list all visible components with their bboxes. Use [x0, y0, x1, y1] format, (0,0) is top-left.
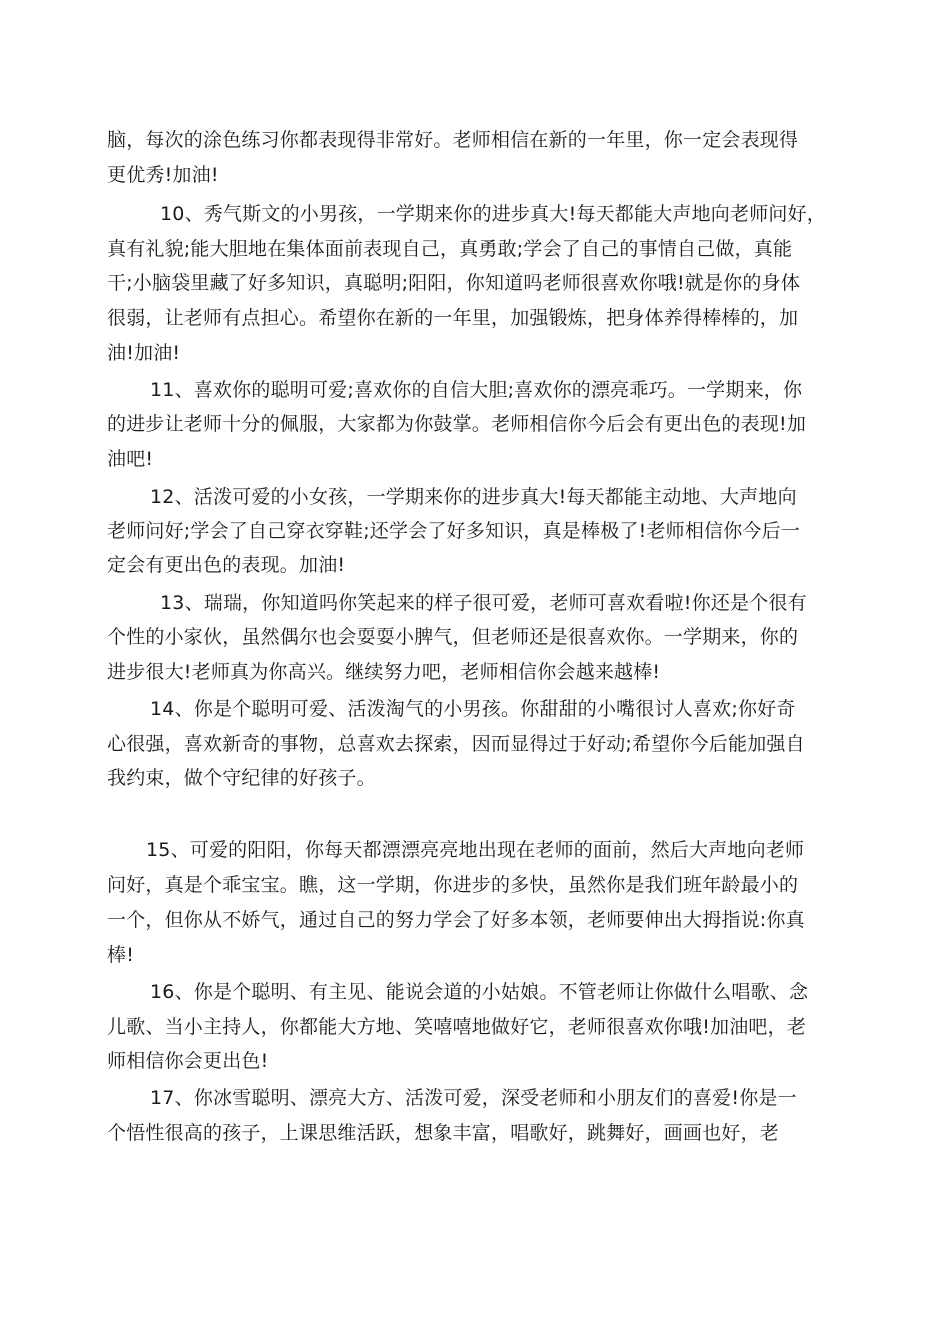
- paragraph-14-first-line: 14、你是个聪明可爱、活泼淘气的小男孩。你甜甜的小嘴很讨人喜欢;你好奇: [150, 698, 796, 720]
- paragraph-17-first-line: 17、你冰雪聪明、漂亮大方、活泼可爱，深受老师和小朋友们的喜爱!你是一: [150, 1087, 797, 1109]
- paragraph-15-first-line: 15、可爱的阳阳，你每天都漂漂亮亮地出现在老师的面前，然后大声地向老师: [146, 839, 805, 861]
- paragraph-10-first-line: 10、秀气斯文的小男孩，一学期来你的进步真大!每天都能大声地向老师问好，: [160, 203, 826, 225]
- text-line: 油!加油!: [107, 342, 181, 364]
- text-line: 个悟性很高的孩子，上课思维活跃，想象丰富，唱歌好，跳舞好，画画也好，老: [107, 1122, 780, 1144]
- text-line: 棒!: [107, 944, 135, 966]
- text-line: 问好，真是个乖宝宝。瞧，这一学期，你进步的多快，虽然你是我们班年龄最小的: [107, 874, 799, 896]
- text-line: 心很强，喜欢新奇的事物，总喜欢去探索，因而显得过于好动;希望你今后能加强自: [107, 733, 805, 755]
- text-line: 真有礼貌;能大胆地在集体面前表现自己，真勇敢;学会了自己的事情自己做，真能: [107, 238, 793, 260]
- text-line: 的进步让老师十分的佩服，大家都为你鼓掌。老师相信你今后会有更出色的表现!加: [107, 413, 807, 435]
- paragraph-11-first-line: 11、喜欢你的聪明可爱;喜欢你的自信大胆;喜欢你的漂亮乖巧。一学期来，你: [150, 379, 803, 401]
- text-line: 很弱，让老师有点担心。希望你在新的一年里，加强锻炼，把身体养得棒棒的，加: [107, 307, 799, 329]
- text-line: 脑，每次的涂色练习你都表现得非常好。老师相信在新的一年里，你一定会表现得: [107, 129, 799, 151]
- text-line: 我约束，做个守纪律的好孩子。: [107, 767, 376, 789]
- text-line: 定会有更出色的表现。加油!: [107, 554, 346, 576]
- text-line: 进步很大!老师真为你高兴。继续努力吧，老师相信你会越来越棒!: [107, 661, 661, 683]
- text-line: 油吧!: [107, 448, 154, 470]
- text-line: 师相信你会更出色!: [107, 1050, 269, 1072]
- text-line: 一个，但你从不娇气，通过自己的努力学会了好多本领，老师要伸出大拇指说:你真: [107, 909, 805, 931]
- text-line: 儿歌、当小主持人，你都能大方地、笑嘻嘻地做好它，老师很喜欢你哦!加油吧，老: [107, 1016, 807, 1038]
- paragraph-16-first-line: 16、你是个聪明、有主见、能说会道的小姑娘。不管老师让你做什么唱歌、念: [150, 981, 809, 1003]
- text-line: 老师问好;学会了自己穿衣穿鞋;还学会了好多知识，真是棒极了!老师相信你今后一: [107, 520, 801, 542]
- text-line: 个性的小家伙，虽然偶尔也会耍耍小脾气，但老师还是很喜欢你。一学期来，你的: [107, 626, 799, 648]
- text-line: 干;小脑袋里藏了好多知识，真聪明;阳阳，你知道吗老师很喜欢你哦!就是你的身体: [107, 272, 801, 294]
- text-line: 更优秀!加油!: [107, 164, 219, 186]
- paragraph-13-first-line: 13、瑞瑞，你知道吗你笑起来的样子很可爱，老师可喜欢看啦!你还是个很有: [160, 592, 807, 614]
- paragraph-12-first-line: 12、活泼可爱的小女孩，一学期来你的进步真大!每天都能主动地、大声地向: [150, 486, 797, 508]
